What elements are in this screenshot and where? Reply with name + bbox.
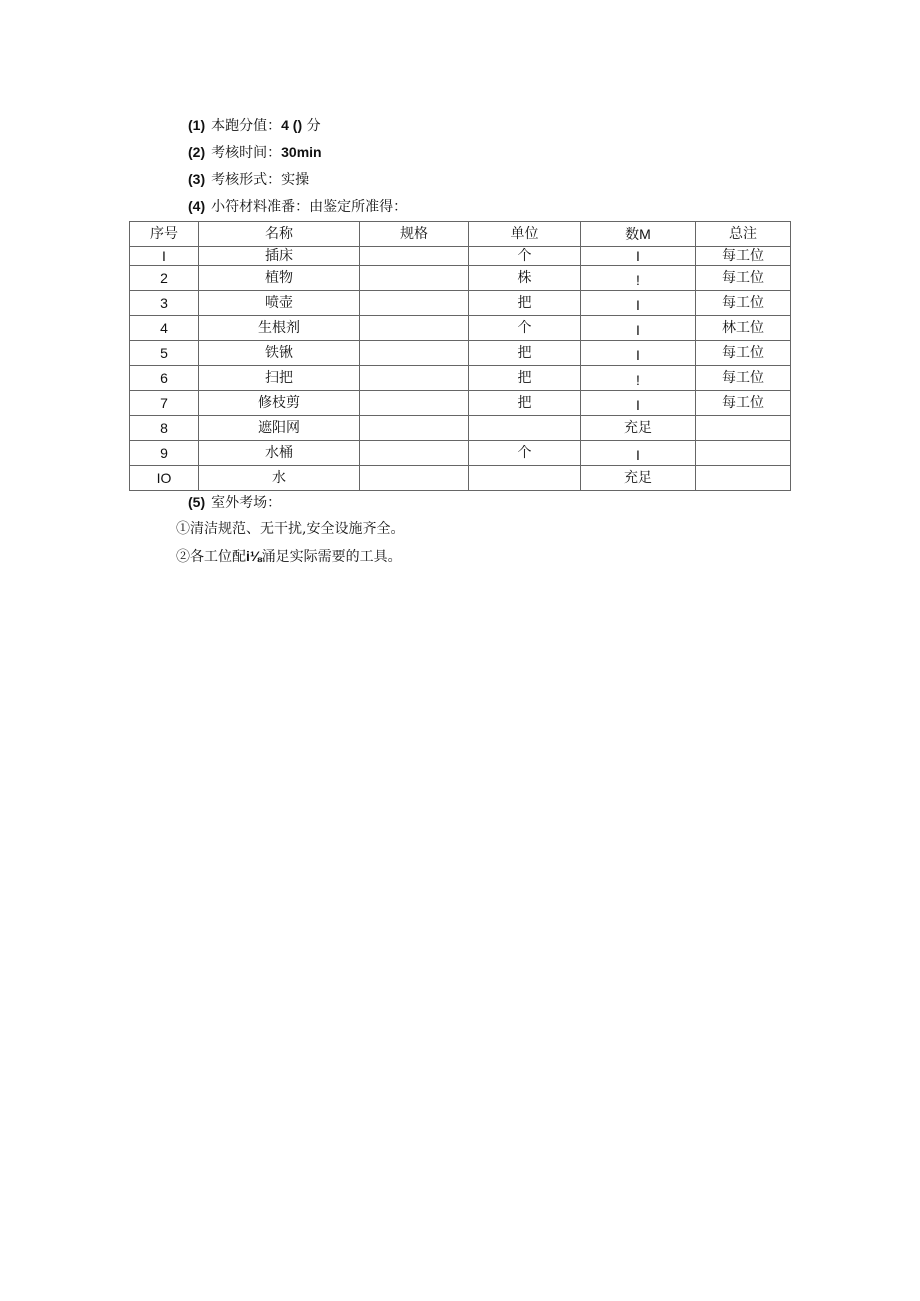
- table-row: [130, 466, 791, 491]
- row-note: 每工位: [696, 266, 791, 291]
- row-spec: [360, 441, 469, 466]
- item-label: 考核时间：: [211, 145, 282, 161]
- table-row: [130, 316, 791, 341]
- note-mark: i⅛: [246, 548, 262, 564]
- row-name: 遮阳网: [199, 416, 360, 441]
- note-text: ①清洁规范、无干扰,安全设施齐全。: [176, 521, 405, 537]
- table-row: [130, 341, 791, 366]
- row-spec: [360, 316, 469, 341]
- info-line-3: [188, 169, 309, 189]
- row-unit: 个: [469, 247, 581, 266]
- item-number: (5): [188, 494, 206, 510]
- header-name: 名称: [199, 222, 360, 247]
- table-row: [130, 366, 791, 391]
- row-spec: [360, 416, 469, 441]
- row-name: 水桶: [199, 441, 360, 466]
- row-unit: 株: [469, 266, 581, 291]
- header-note: 总注: [696, 222, 791, 247]
- item-number: (2): [188, 144, 206, 160]
- item-label: 考核形式：实操: [211, 172, 310, 188]
- row-index: 9: [130, 441, 199, 466]
- row-name: 插床: [199, 247, 360, 266]
- row-note: 每工位: [696, 291, 791, 316]
- row-name: 扫把: [199, 366, 360, 391]
- item-suffix: 分: [302, 118, 321, 134]
- row-name: 生根剂: [199, 316, 360, 341]
- note-text-post: 涌足实际需要的工具。: [261, 549, 402, 565]
- row-index: 8: [130, 416, 199, 441]
- row-note: 每工位: [696, 391, 791, 416]
- table-row: [130, 441, 791, 466]
- info-line-4: [188, 196, 407, 216]
- row-name: 喷壶: [199, 291, 360, 316]
- row-spec: [360, 366, 469, 391]
- item-value: 30min: [281, 144, 322, 160]
- row-unit: 把: [469, 291, 581, 316]
- note-1: [176, 519, 404, 539]
- info-line-1: [188, 115, 321, 135]
- row-spec: [360, 247, 469, 266]
- row-spec: [360, 466, 469, 491]
- row-quantity: I: [581, 391, 696, 416]
- table-row: [130, 266, 791, 291]
- row-unit: [469, 416, 581, 441]
- row-unit: 个: [469, 441, 581, 466]
- materials-table: [129, 221, 791, 491]
- row-index: I: [130, 247, 199, 266]
- item-label: 室外考场：: [211, 495, 282, 511]
- row-quantity: I: [581, 247, 696, 266]
- item-label: 小符材料准番：由鉴定所准得：: [211, 199, 408, 215]
- row-spec: [360, 266, 469, 291]
- header-unit: 单位: [469, 222, 581, 247]
- row-quantity: I: [581, 291, 696, 316]
- row-quantity: 充足: [581, 416, 696, 441]
- row-note: 每工位: [696, 247, 791, 266]
- info-line-2: [188, 142, 322, 162]
- row-index: 6: [130, 366, 199, 391]
- table-row: [130, 416, 791, 441]
- item-number: (1): [188, 117, 206, 133]
- row-index: 5: [130, 341, 199, 366]
- row-quantity: I: [581, 341, 696, 366]
- row-index: 4: [130, 316, 199, 341]
- row-unit: [469, 466, 581, 491]
- table-row: [130, 247, 791, 266]
- row-note: [696, 466, 791, 491]
- row-name: 水: [199, 466, 360, 491]
- row-unit: 个: [469, 316, 581, 341]
- row-note: [696, 441, 791, 466]
- row-index: 2: [130, 266, 199, 291]
- item-label: 本跑分值：: [211, 118, 282, 134]
- row-quantity: !: [581, 266, 696, 291]
- note-2: [176, 546, 402, 566]
- row-note: 每工位: [696, 366, 791, 391]
- row-note: 林工位: [696, 316, 791, 341]
- row-unit: 把: [469, 366, 581, 391]
- row-unit: 把: [469, 391, 581, 416]
- row-index: 7: [130, 391, 199, 416]
- row-name: 铁锹: [199, 341, 360, 366]
- row-note: 每工位: [696, 341, 791, 366]
- row-index: 3: [130, 291, 199, 316]
- row-quantity: I: [581, 441, 696, 466]
- row-spec: [360, 391, 469, 416]
- note-text-pre: ②各工位配: [176, 549, 246, 565]
- section-5-heading: [188, 492, 281, 512]
- row-name: 修枝剪: [199, 391, 360, 416]
- row-name: 植物: [199, 266, 360, 291]
- row-index: IO: [130, 466, 199, 491]
- row-quantity: 充足: [581, 466, 696, 491]
- table-header-row: [130, 222, 791, 247]
- row-spec: [360, 341, 469, 366]
- header-index: 序号: [130, 222, 199, 247]
- row-quantity: I: [581, 316, 696, 341]
- row-unit: 把: [469, 341, 581, 366]
- row-spec: [360, 291, 469, 316]
- header-spec: 规格: [360, 222, 469, 247]
- table-row: [130, 291, 791, 316]
- item-value: 4 (): [281, 117, 303, 133]
- header-quantity: 数M: [581, 222, 696, 247]
- row-quantity: !: [581, 366, 696, 391]
- row-note: [696, 416, 791, 441]
- item-number: (3): [188, 171, 206, 187]
- table-row: [130, 391, 791, 416]
- item-number: (4): [188, 198, 206, 214]
